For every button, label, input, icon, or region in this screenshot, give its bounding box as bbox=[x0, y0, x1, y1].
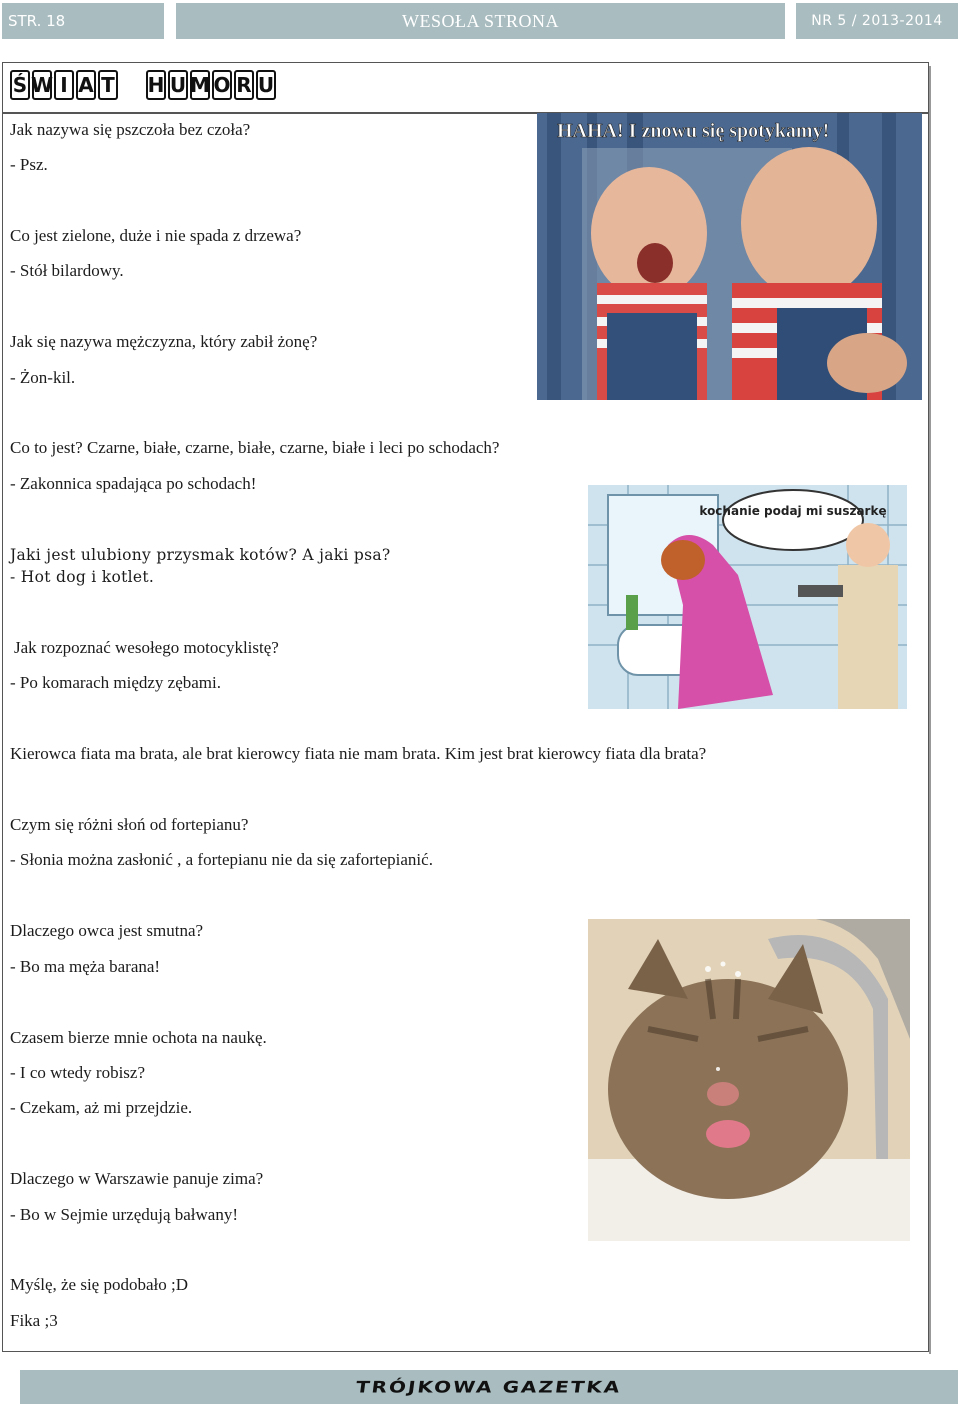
joke-answer: - Psz. bbox=[10, 155, 48, 174]
heading-word-humoru bbox=[146, 70, 276, 100]
cartoon-art bbox=[588, 485, 907, 709]
heading-letter: T bbox=[98, 70, 118, 100]
heading-letter: A bbox=[76, 70, 96, 100]
heading-letter: M bbox=[190, 70, 210, 100]
heading-letter: H bbox=[146, 70, 166, 100]
joke-riddle: Kierowca fiata ma brata, ale brat kierowcy fiata nie mam brata. Kim jest brat kierowcy fiata dla brata? bbox=[10, 744, 707, 763]
heading-letter: I bbox=[54, 70, 74, 100]
baby-mirror-photo bbox=[537, 113, 922, 400]
joke-question: Jak się nazywa mężczyzna, który zabił żonę? bbox=[10, 332, 318, 351]
joke-question: Czym się różni słoń od fortepianu? bbox=[10, 815, 249, 834]
joke-answer: - Hot dog i kotlet. bbox=[10, 568, 155, 586]
page-heading bbox=[10, 70, 276, 100]
joke-answer: - Żon-kil. bbox=[10, 368, 76, 387]
joke-question: Jak rozpoznać wesołego motocyklistę? bbox=[14, 638, 279, 657]
joke-answer: - Słonia można zasłonić , a fortepianu nie da się zafortepianić. bbox=[10, 850, 433, 869]
footer-bar bbox=[20, 1370, 958, 1404]
heading-letter: Ś bbox=[10, 70, 30, 100]
joke-answer: - I co wtedy robisz? bbox=[10, 1063, 146, 1082]
joke-question: Czasem bierze mnie ochota na naukę. bbox=[10, 1028, 267, 1047]
cartoon-speech-bubble: kochanie podaj mi suszarkę bbox=[699, 504, 887, 518]
issue-number: NR 5 / 2013-2014 bbox=[796, 3, 958, 39]
joke-question: Dlaczego w Warszawie panuje zima? bbox=[10, 1169, 264, 1188]
heading-letter: O bbox=[212, 70, 232, 100]
joke-answer: - Bo ma męża barana! bbox=[10, 957, 161, 976]
page-number: STR. 18 bbox=[2, 3, 164, 39]
heading-letter: W bbox=[32, 70, 52, 100]
joke-question: Jak nazywa się pszczoła bez czoła? bbox=[10, 120, 251, 139]
joke-answer: - Zakonnica spadająca po schodach! bbox=[10, 474, 257, 493]
heading-letter: U bbox=[168, 70, 188, 100]
closing-remark: Myślę, że się podobało ;D bbox=[10, 1275, 188, 1294]
cat-photo-art bbox=[588, 919, 910, 1241]
heading-word-swiat bbox=[10, 70, 118, 100]
joke-answer: - Stół bilardowy. bbox=[10, 261, 124, 280]
footer-title: TRÓJKOWA GAZETKA bbox=[355, 1377, 623, 1397]
heading-letter: R bbox=[234, 70, 254, 100]
section-title: WESOŁA STRONA bbox=[176, 3, 785, 39]
author-signature: Fika ;3 bbox=[10, 1311, 58, 1330]
wet-cat-photo bbox=[588, 919, 910, 1241]
baby-caption: HAHA! I znowu się spotykamy! bbox=[557, 120, 830, 142]
joke-answer: - Po komarach między zębami. bbox=[10, 673, 222, 692]
joke-question: Co jest zielone, duże i nie spada z drzewa? bbox=[10, 226, 302, 245]
baby-photo-art bbox=[537, 113, 922, 400]
heading-letter: U bbox=[256, 70, 276, 100]
joke-question: Jaki jest ulubiony przysmak kotów? A jaki psa? bbox=[10, 546, 391, 564]
hairdryer-cartoon bbox=[588, 485, 907, 709]
joke-answer: - Bo w Sejmie urzędują bałwany! bbox=[10, 1205, 239, 1224]
joke-answer: - Czekam, aż mi przejdzie. bbox=[10, 1098, 193, 1117]
joke-question: Dlaczego owca jest smutna? bbox=[10, 921, 204, 940]
frame-shadow bbox=[929, 66, 931, 1354]
joke-question: Co to jest? Czarne, białe, czarne, białe, czarne, białe i leci po schodach? bbox=[10, 438, 500, 457]
